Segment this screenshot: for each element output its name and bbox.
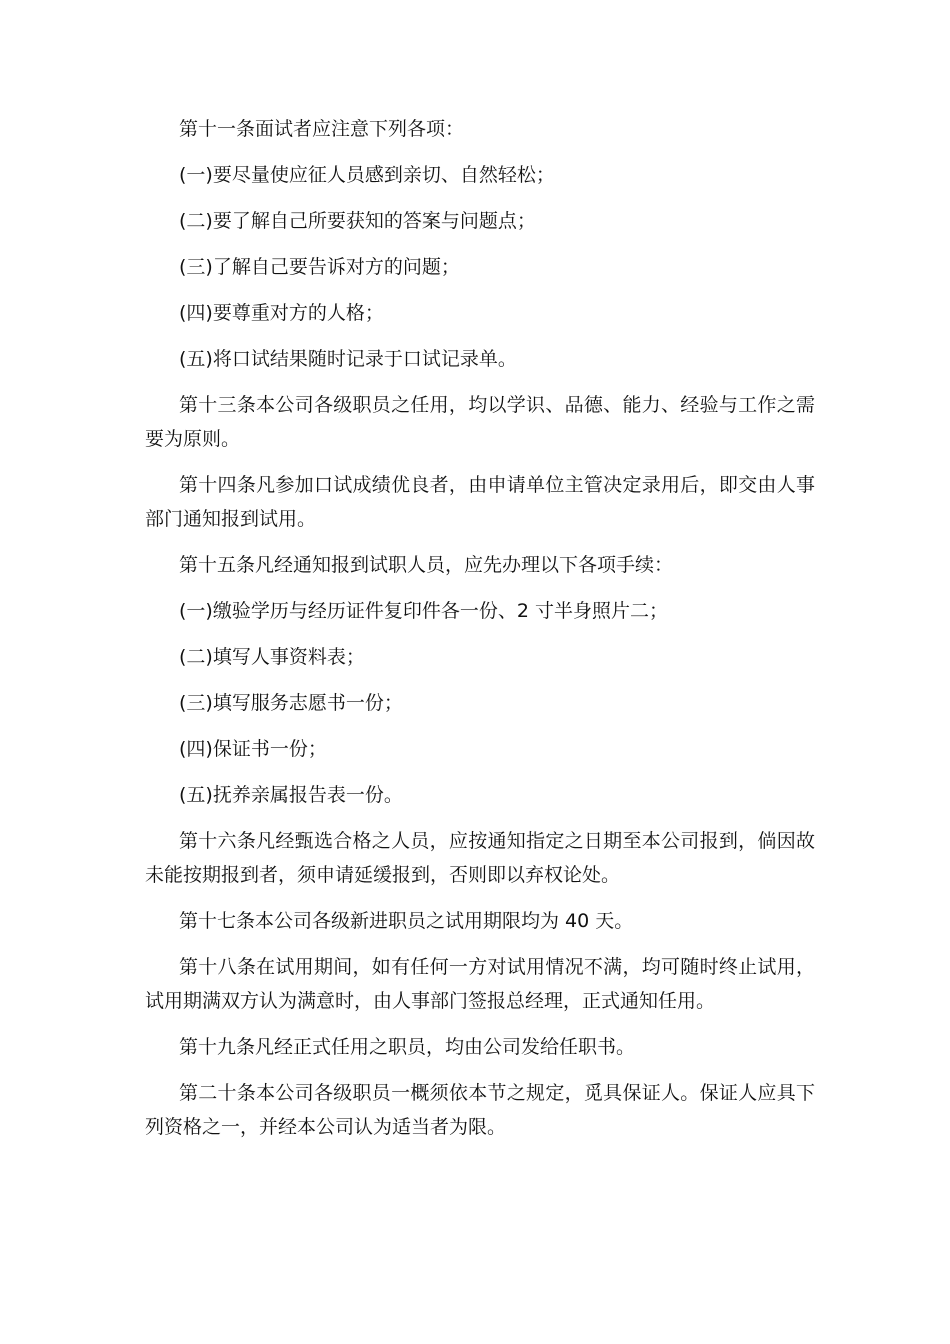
article-16: 第十六条凡经甄选合格之人员，应按通知指定之日期至本公司报到，倘因故未能按期报到者，须申请延缓报到，否则即以弃权论处。 [145, 830, 815, 886]
article-15-heading: 第十五条凡经通知报到试职人员，应先办理以下各项手续： [179, 554, 674, 576]
article-11-heading: 第十一条面试者应注意下列各项： [179, 118, 465, 140]
article-19: 第十九条凡经正式任用之职员，均由公司发给任职书。 [179, 1036, 636, 1058]
article-11-item-5: (五)将口试结果随时记录于口试记录单。 [179, 348, 517, 370]
article-11-item-2: (二)要了解自己所要获知的答案与问题点； [179, 210, 536, 232]
article-15-item-4: (四)保证书一份； [179, 738, 327, 760]
article-15-item-5: (五)抚养亲属报告表一份。 [179, 784, 403, 806]
article-15-item-1: (一)缴验学历与经历证件复印件各一份、2 寸半身照片二； [179, 600, 668, 622]
article-15-item-2: (二)填写人事资料表； [179, 646, 365, 668]
article-17: 第十七条本公司各级新进职员之试用期限均为 40 天。 [179, 910, 634, 932]
document-body [145, 112, 815, 1156]
article-13: 第十三条本公司各级职员之任用，均以学识、品德、能力、经验与工作之需要为原则。 [145, 394, 815, 450]
article-18: 第十八条在试用期间，如有任何一方对试用情况不满，均可随时终止试用，试用期满双方认为满意时，由人事部门签报总经理，正式通知任用。 [145, 956, 815, 1012]
article-20: 第二十条本公司各级职员一概须依本节之规定，觅具保证人。保证人应具下列资格之一，并经本公司认为适当者为限。 [145, 1082, 815, 1138]
article-11-item-3: (三)了解自己要告诉对方的问题； [179, 256, 460, 278]
article-14: 第十四条凡参加口试成绩优良者，由申请单位主管决定录用后，即交由人事部门通知报到试用。 [145, 474, 815, 530]
article-11-item-1: (一)要尽量使应征人员感到亲切、自然轻松； [179, 164, 555, 186]
article-11-item-4: (四)要尊重对方的人格； [179, 302, 384, 324]
article-15-item-3: (三)填写服务志愿书一份； [179, 692, 403, 714]
